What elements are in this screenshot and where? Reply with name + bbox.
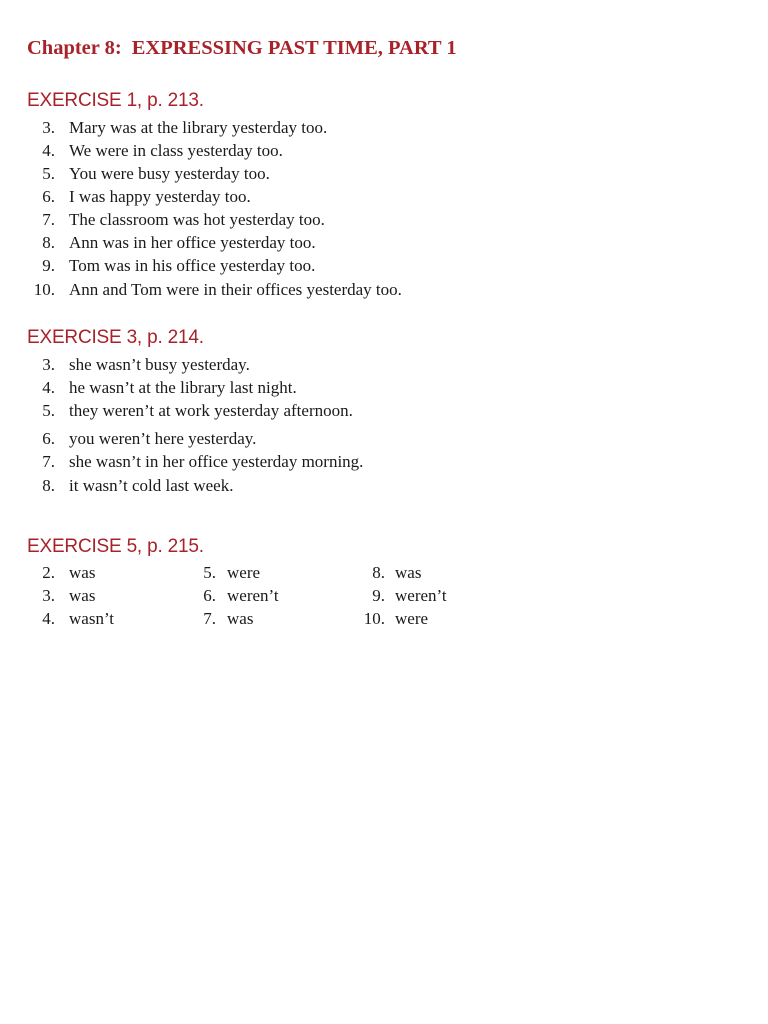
chapter-title: [27, 37, 457, 60]
item-number: 6.: [203, 586, 216, 605]
item-number: 8.: [372, 563, 385, 582]
item-text: The classroom was hot yesterday too.: [69, 210, 325, 229]
exercise-5-heading: EXERCISE 5, p. 215.: [27, 536, 204, 557]
item-text: You were busy yesterday too.: [69, 164, 270, 183]
item-number: 4.: [42, 609, 55, 628]
item-text: Mary was at the library yesterday too.: [69, 118, 328, 137]
chapter-name: EXPRESSING PAST TIME, PART 1: [131, 37, 457, 59]
item-text: Ann was in her office yesterday too.: [69, 233, 316, 252]
item-text: was: [69, 586, 96, 605]
item-number: 9.: [42, 256, 55, 275]
item-text: was: [395, 563, 422, 582]
item-number: 5.: [42, 164, 55, 183]
item-number: 7.: [42, 452, 55, 471]
item-number: 6.: [42, 429, 55, 448]
item-text: Ann and Tom were in their offices yesterday too.: [69, 280, 402, 299]
item-text: weren’t: [395, 586, 447, 605]
exercise-3-heading: EXERCISE 3, p. 214.: [27, 327, 204, 348]
item-text: you weren’t here yesterday.: [69, 429, 257, 448]
item-text: weren’t: [227, 586, 279, 605]
exercise-1-heading: EXERCISE 1, p. 213.: [27, 90, 204, 111]
item-text: Tom was in his office yesterday too.: [69, 256, 316, 275]
item-number: 8.: [42, 476, 55, 495]
item-text: she wasn’t busy yesterday.: [69, 355, 250, 374]
item-number: 3.: [42, 355, 55, 374]
item-text: he wasn’t at the library last night.: [69, 378, 297, 397]
item-number: 4.: [42, 378, 55, 397]
item-number: 10.: [33, 280, 55, 299]
item-text: it wasn’t cold last week.: [69, 476, 234, 495]
item-number: 5.: [203, 563, 216, 582]
item-number: 5.: [42, 401, 55, 420]
item-text: wasn’t: [69, 609, 115, 628]
item-text: was: [69, 563, 96, 582]
item-number: 9.: [372, 586, 385, 605]
item-text: were: [395, 609, 429, 628]
item-number: 10.: [363, 609, 385, 628]
item-number: 7.: [42, 210, 55, 229]
item-number: 2.: [42, 563, 55, 582]
item-text: was: [227, 609, 254, 628]
item-text: they weren’t at work yesterday afternoon.: [69, 401, 353, 420]
item-number: 7.: [203, 609, 216, 628]
item-text: I was happy yesterday too.: [69, 187, 251, 206]
item-text: We were in class yesterday too.: [69, 141, 283, 160]
item-text: she wasn’t in her office yesterday morning.: [69, 452, 364, 471]
item-number: 6.: [42, 187, 55, 206]
chapter-label: Chapter 8:: [27, 37, 122, 59]
item-number: 8.: [42, 233, 55, 252]
item-number: 3.: [42, 118, 55, 137]
item-number: 3.: [42, 586, 55, 605]
item-number: 4.: [42, 141, 55, 160]
item-text: were: [227, 563, 261, 582]
